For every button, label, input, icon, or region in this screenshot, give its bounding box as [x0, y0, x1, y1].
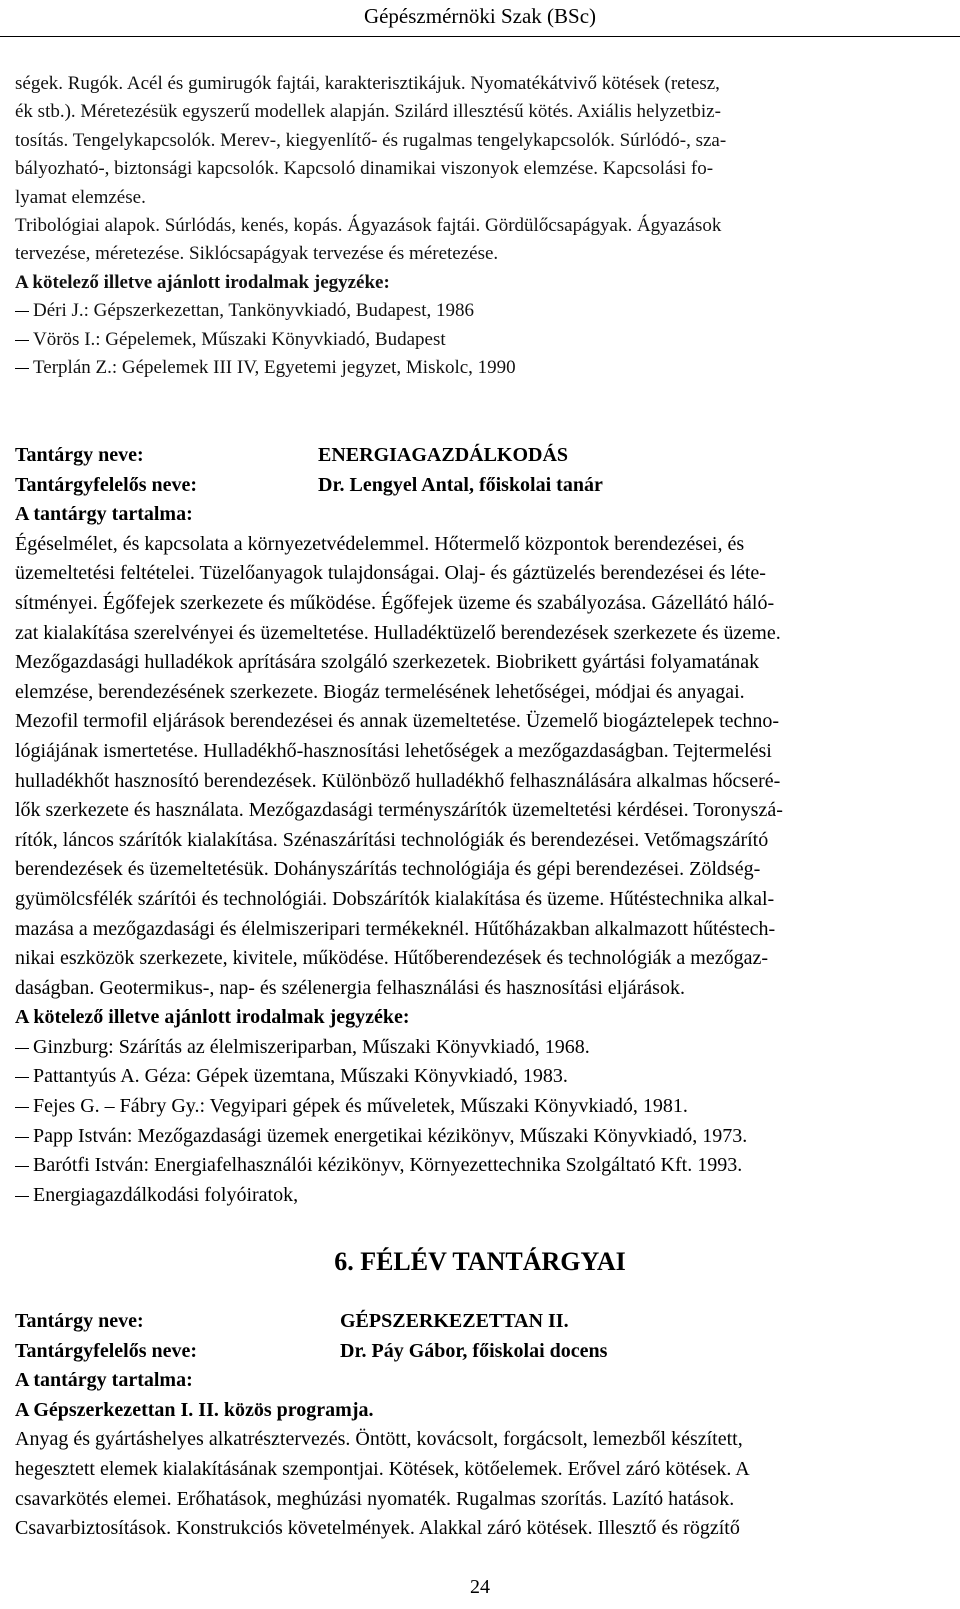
list-item: Terplán Z.: Gépelemek III IV, Egyetemi jegyzet, Miskolc, 1990	[15, 354, 936, 382]
course-name-label: Tantárgy neve:	[15, 1310, 144, 1332]
content-line: Anyag és gyártáshelyes alkatrésztervezés. Öntött, kovácsolt, forgácsolt, lemezből készített,	[15, 1428, 743, 1451]
content-line: ségek. Rugók. Acél és gumirugók fajtái, karakterisztikájuk. Nyomatékátvivő kötések (retesz,	[15, 73, 720, 94]
content-line: sítményei. Égőfejek szerkezete és működése. Égőfejek üzeme és szabályozása. Gázellátó háló-	[15, 591, 775, 614]
content-line: elemzése, berendezésének szerkezete. Biogáz termelésének lehetőségei, módjai és anyagai.	[15, 680, 745, 703]
course-name-label: Tantárgy neve:	[15, 444, 144, 466]
content-line: tervezése, méretezése. Siklócsapágyak tervezése és méretezése.	[15, 243, 499, 265]
content-line: Égéselmélet, és kapcsolata a környezetvédelemmel. Hőtermelő központok berendezései, és	[15, 532, 745, 555]
content-line: bályozható-, biztonsági kapcsolók. Kapcsoló dinamikai viszonyok elemzése. Kapcsolási fo-	[15, 158, 714, 180]
list-item: Pattantyús A. Géza: Gépek üzemtana, Műszaki Könyvkiadó, 1983.	[15, 1062, 936, 1092]
dash-bullet-icon	[15, 1196, 29, 1197]
course-responsible-row	[15, 471, 936, 501]
content-line: mazása a mezőgazdasági és élelmiszeripari termékeknél. Hűtőházakban alkalmazott hűtéstech-	[15, 917, 776, 940]
dash-bullet-icon	[15, 340, 29, 341]
content-line: rítók, láncos szárítók kialakítása. Szénaszárítási technológiák és berendezései. Vetőmagszárító	[15, 828, 769, 851]
content-line: Tribológiai alapok. Súrlódás, kenés, kopás. Ágyazások fajtái. Gördülőcsapágyak. Ágyazások	[15, 215, 722, 237]
previous-course-continuation	[15, 70, 936, 382]
literature-heading: A kötelező illetve ajánlott irodalmak jegyzéke:	[15, 1006, 410, 1029]
dash-bullet-icon	[15, 1048, 29, 1049]
course-content-label: A tantárgy tartalma:	[15, 503, 193, 526]
dash-bullet-icon	[15, 368, 29, 369]
list-item: Déri J.: Gépszerkezettan, Tankönyvkiadó, Budapest, 1986	[15, 297, 936, 325]
content-line: ék stb.). Méretezésük egyszerű modellek alapján. Szilárd illesztésű kötés. Axiális helyzetbiz-	[15, 101, 721, 123]
course-content-row	[15, 500, 936, 530]
list-item: Energiagazdálkodási folyóiratok,	[15, 1181, 936, 1211]
running-header: Gépészmérnöki Szak (BSc)	[363, 4, 597, 28]
literature-heading: A kötelező illetve ajánlott irodalmak jegyzéke:	[15, 271, 390, 293]
content-line: Mezőgazdasági hulladékok aprítására szolgáló szerkezetek. Biobrikett gyártási folyamatának	[15, 651, 760, 674]
course-name-value: ENERGIAGAZDÁLKODÁS	[318, 444, 569, 466]
list-item: Barótfi István: Energiafelhasználói kézikönyv, Környezettechnika Szolgáltató Kft. 1993.	[15, 1151, 936, 1181]
course-gepszerkezettan-2	[15, 1307, 936, 1544]
dash-bullet-icon	[15, 1107, 29, 1108]
content-line: zat kialakítása szerelvényei és üzemeltetése. Hulladéktüzelő berendezések szerkezete és üzeme.	[15, 621, 781, 644]
list-item: Ginzburg: Szárítás az élelmiszeriparban, Műszaki Könyvkiadó, 1968.	[15, 1033, 936, 1063]
semester-title: 6. FÉLÉV TANTÁRGYAI	[334, 1247, 626, 1276]
course-responsible-label: Tantárgyfelelős neve:	[15, 473, 198, 496]
content-line: daságban. Geotermikus-, nap- és szélenergia felhasználási és hasznosítási eljárások.	[15, 976, 685, 999]
page-number: 24	[470, 1576, 490, 1598]
content-line: hegesztett elemek kialakításának szempontjai. Kötések, kötőelemek. Erővel záró kötések. A	[15, 1457, 750, 1480]
content-line: csavarkötés elemei. Erőhatások, meghúzási nyomaték. Rugalmas szorítás. Lazító hatások.	[15, 1487, 735, 1510]
content-line: berendezések és üzemeltetésük. Dohányszárítás technológiája és gépi berendezései. Zöldség-	[15, 858, 761, 881]
list-item: Vörös I.: Gépelemek, Műszaki Könyvkiadó, Budapest	[15, 326, 936, 354]
list-item: Fejes G. – Fábry Gy.: Vegyipari gépek és műveletek, Műszaki Könyvkiadó, 1981.	[15, 1092, 936, 1122]
content-line: nikai eszközök szerkezete, kivitele, működése. Hűtőberendezések és technológiák a mezőgaz-	[15, 947, 769, 970]
literature-list	[15, 297, 936, 382]
header-rule	[0, 36, 960, 37]
content-line: tosítás. Tengelykapcsolók. Merev-, kiegyenlítő- és rugalmas tengelykapcsolók. Súrlódó-, sza-	[15, 129, 727, 151]
content-line: Csavarbiztosítások. Konstrukciós követelmények. Alakkal záró kötések. Illesztő és rögzítő	[15, 1517, 740, 1540]
course-name-row	[15, 1307, 936, 1337]
list-item: Papp István: Mezőgazdasági üzemek energetikai kézikönyv, Műszaki Könyvkiadó, 1973.	[15, 1122, 936, 1152]
program-line: A Gépszerkezettan I. II. közös programja.	[15, 1398, 374, 1421]
course-content-label: A tantárgy tartalma:	[15, 1369, 193, 1392]
content-line: lógiájának ismertetése. Hulladékhő-hasznosítási lehetőségek a mezőgazdaságban. Tejtermelési	[15, 739, 772, 762]
course-content-row	[15, 1366, 936, 1396]
literature-list	[15, 1033, 936, 1211]
content-line: gyümölcsfélék szárítói és technológiái. Dobszárítók kialakítása és üzeme. Hűtéstechnika alkal-	[15, 887, 775, 910]
course-name-value: GÉPSZERKEZETTAN II.	[340, 1310, 569, 1332]
content-line: lők szerkezete és használata. Mezőgazdasági terményszárítók üzemeltetési kérdései. Toronyszá-	[15, 799, 783, 822]
course-energiagazdalkodas	[15, 441, 936, 1210]
dash-bullet-icon	[15, 311, 29, 312]
course-responsible-value: Dr. Lengyel Antal, főiskolai tanár	[318, 473, 603, 496]
course-responsible-label: Tantárgyfelelős neve:	[15, 1339, 198, 1362]
content-line: üzemeltetési feltételei. Tüzelőanyagok tulajdonságai. Olaj- és gáztüzelés berendezései és léte-	[15, 562, 766, 585]
course-name-row	[15, 441, 936, 471]
content-line: hulladékhőt hasznosító berendezések. Különböző hulladékhő felhasználására alkalmas hőcseré-	[15, 769, 781, 792]
dash-bullet-icon	[15, 1077, 29, 1078]
content-line: lyamat elemzése.	[15, 186, 146, 208]
dash-bullet-icon	[15, 1166, 29, 1167]
content-line: Mezofil termofil eljárások berendezései és annak üzemeltetése. Üzemelő biogáztelepek techno-	[15, 710, 780, 733]
course-responsible-value: Dr. Páy Gábor, főiskolai docens	[340, 1339, 608, 1362]
dash-bullet-icon	[15, 1137, 29, 1138]
course-responsible-row	[15, 1337, 936, 1367]
